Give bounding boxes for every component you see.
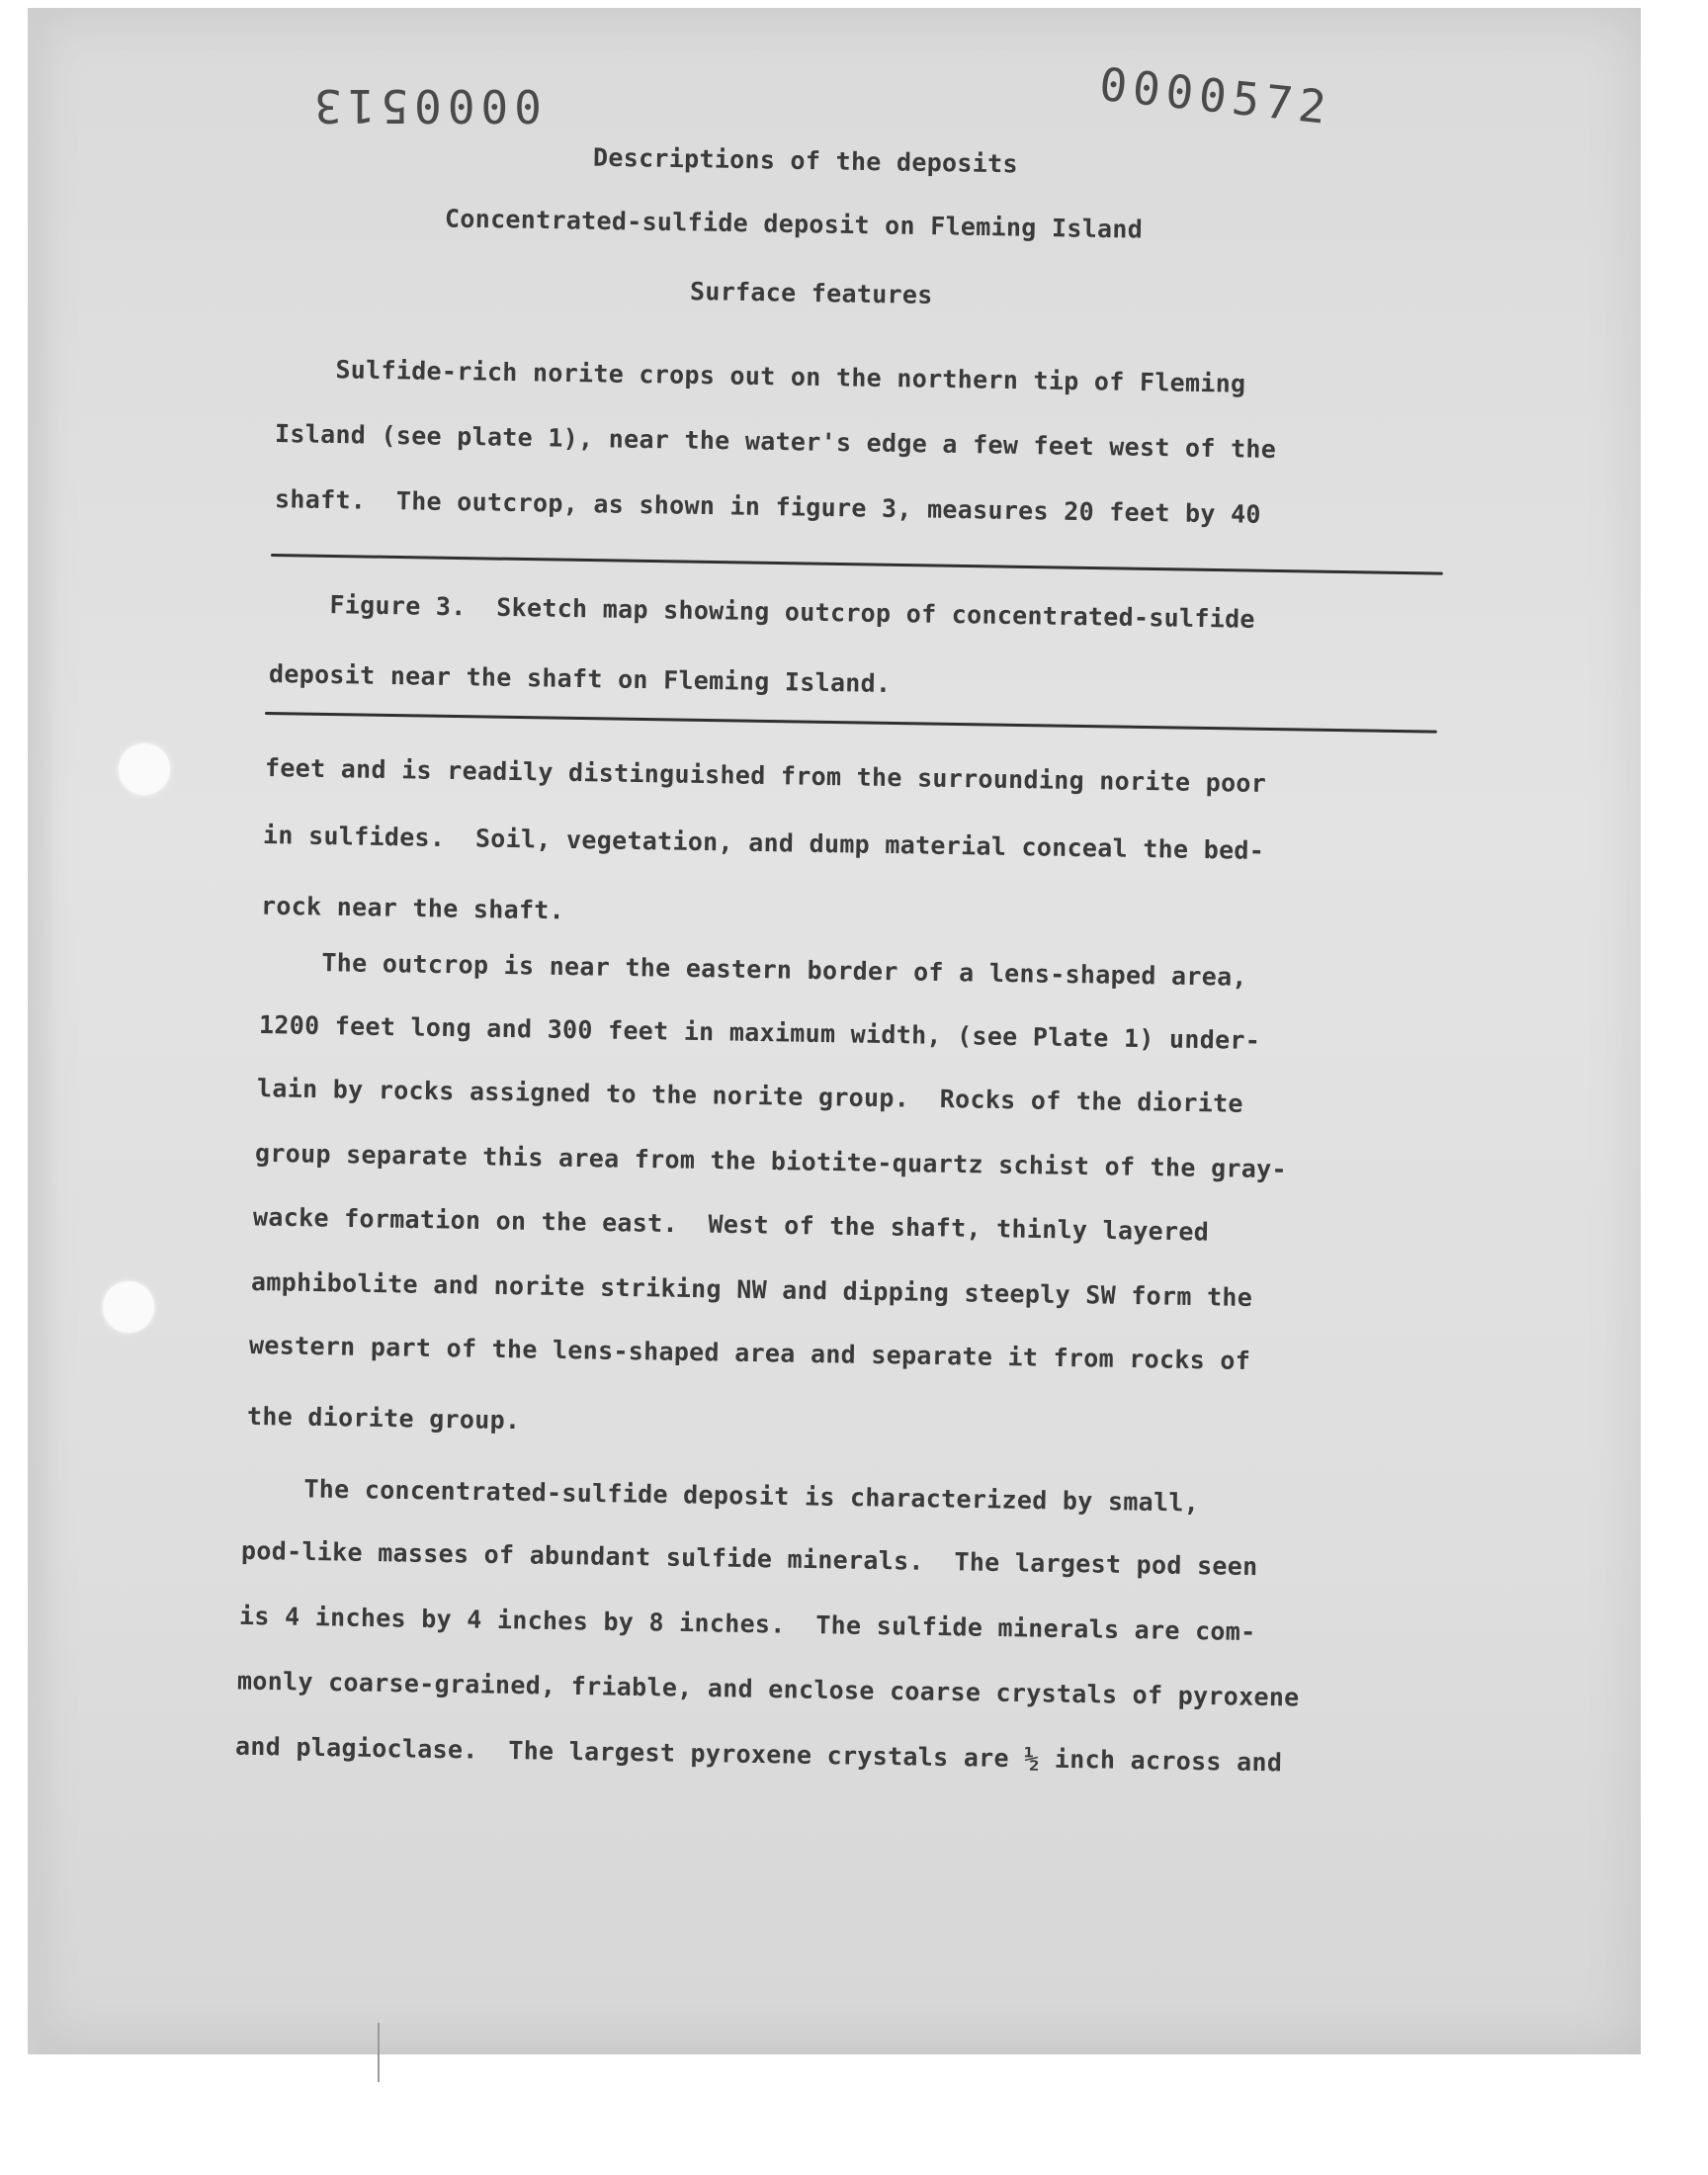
para2-line-6: amphibolite and norite striking NW and dipping steeply SW form the	[250, 1267, 1253, 1312]
para3-line-3: is 4 inches by 4 inches by 8 inches. The sulfide minerals are com-	[238, 1601, 1256, 1647]
para3-line-2: pod-like masses of abundant sulfide minerals. The largest pod seen	[240, 1535, 1258, 1582]
para3-line-1: The concentrated-sulfide deposit is characterized by small,	[242, 1473, 1200, 1518]
para1-line-2: Island (see plate 1), near the water's edge a few feet west of the	[274, 419, 1277, 464]
punch-hole-top	[119, 743, 170, 795]
underlying-page-edge	[378, 2023, 380, 2082]
para2-line-3: lain by rocks assigned to the norite group. Rocks of the diorite	[256, 1074, 1244, 1118]
para2-line-5: wacke formation on the east. West of the shaft, thinly layered	[252, 1202, 1210, 1247]
para2-line-2: 1200 feet long and 300 feet in maximum width, (see Plate 1) under-	[258, 1010, 1261, 1055]
bates-stamp-inverted: 0000513	[308, 79, 542, 132]
sheet-edge-shadow	[28, 8, 57, 2054]
bates-stamp: 0000572	[1096, 56, 1335, 135]
para1-line-1: Sulfide-rich norite crops out on the northern tip of Fleming	[274, 354, 1246, 398]
heading-descriptions: Descriptions of the deposits	[592, 142, 1019, 179]
para2-line-1: The outcrop is near the eastern border of a lens-shaped area,	[260, 947, 1248, 992]
heading-surface-features: Surface features	[689, 277, 933, 309]
para1-cont-line-3: rock near the shaft.	[260, 891, 565, 925]
para2-line-7: western part of the lens-shaped area and separate it from rocks of	[248, 1331, 1251, 1375]
para2-line-4: group separate this area from the biotite-quartz schist of the gray-	[254, 1138, 1288, 1184]
para3-line-4: monly coarse-grained, friable, and enclose coarse crystals of pyroxene	[236, 1666, 1300, 1712]
para1-line-3: shaft. The outcrop, as shown in figure 3, measures 20 feet by 40	[274, 484, 1262, 529]
figure-caption-line-2: deposit near the shaft on Fleming Island.	[268, 659, 892, 698]
para3-line-5: and plagioclase. The largest pyroxene crystals are ½ inch across and	[234, 1731, 1283, 1778]
heading-deposit: Concentrated-sulfide deposit on Fleming Island	[444, 204, 1144, 244]
para2-line-8: the diorite group.	[246, 1401, 521, 1436]
figure-caption-line-1: Figure 3. Sketch map showing outcrop of concentrated-sulfide	[268, 589, 1256, 634]
punch-hole-bottom	[103, 1281, 154, 1333]
para1-cont-line-1: feet and is readily distinguished from the surrounding norite poor	[264, 753, 1267, 798]
para1-cont-line-2: in sulfides. Soil, vegetation, and dump material conceal the bed-	[262, 821, 1265, 865]
